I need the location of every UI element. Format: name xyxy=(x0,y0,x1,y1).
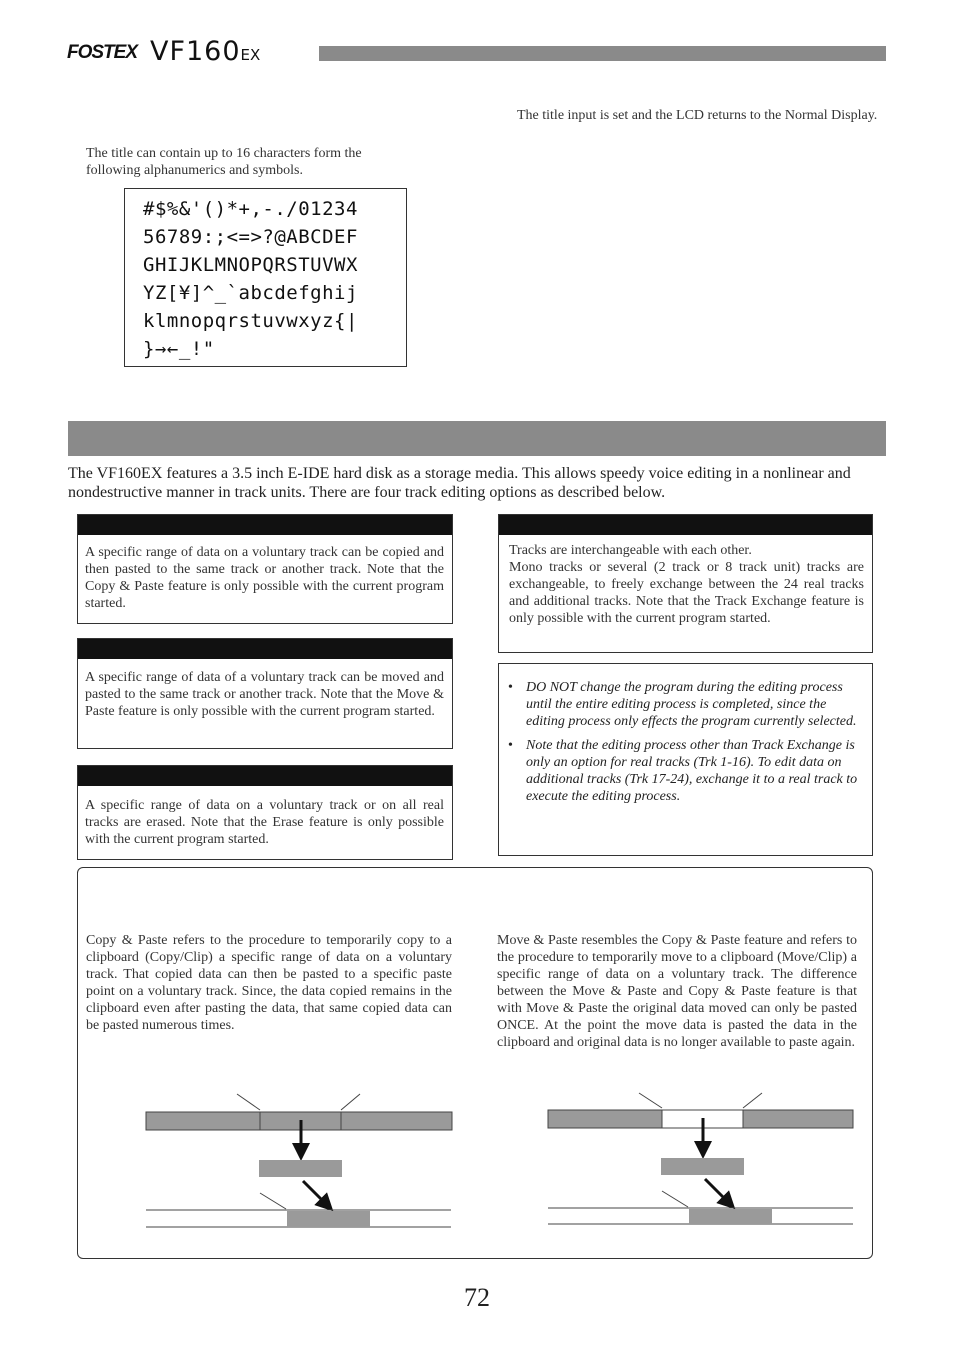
in-point-pointer xyxy=(237,1094,260,1110)
intro-paragraph: The VF160EX features a 3.5 inch E-IDE hard disk as a storage media. This allows speedy voice editing in a nonlinear and nondestructive manner in track units. There are four track editing options as described below. xyxy=(68,465,851,501)
copy-paste-explanation: Copy & Paste refers to the procedure to temporarily copy to a clipboard (Copy/Clip) a specific range of data on a voluntary track. That copied data can then be pasted to a specific paste point on a voluntary track. Since, the data copied remains in the clipboard even after pasting the data, that same copied data can be pasted numerous times. xyxy=(86,933,452,1033)
character-line: }→←_!" xyxy=(143,338,215,360)
character-line: YZ[¥]^_`abcdefghij xyxy=(143,282,358,304)
pasted-block xyxy=(287,1211,370,1227)
clipboard-block xyxy=(259,1160,342,1177)
clipboard-block xyxy=(661,1158,744,1175)
source-track xyxy=(146,1112,452,1130)
paste-arrow xyxy=(705,1179,729,1203)
paste-point-pointer xyxy=(662,1191,688,1207)
track-exchange-text: Tracks are interchangeable with each other. Mono tracks or several (2 track or 8 track unit) tracks are exchangeable, to freely exchange between the 24 real tracks and additional tracks. Note that the Track Exchange feature is only possible with the current program started. xyxy=(509,543,864,626)
erase-text: A specific range of data on a voluntary track or on all real tracks are erased. Note that the Erase feature is only possible with the current program started. xyxy=(85,798,444,847)
character-line: klmnopqrstuvwxyz{| xyxy=(143,310,358,332)
character-line: GHIJKLMNOPQRSTUVWX xyxy=(143,254,358,276)
paste-point-pointer xyxy=(260,1193,286,1209)
fostex-logo: FOSTEX xyxy=(67,42,138,63)
out-point-pointer xyxy=(743,1093,762,1108)
out-point-pointer xyxy=(341,1094,360,1110)
note-item: • Note that the editing process other than Track Exchange is only an option for real tracks (Trk 1-16). To edit data on additional tracks (Trk 17-24), exchange it to a real track to execute the editing process. xyxy=(526,737,860,805)
in-point-pointer xyxy=(639,1093,662,1108)
title-set-text: The title input is set and the LCD returns to the Normal Display. xyxy=(517,108,878,123)
page-number: 72 xyxy=(464,1283,490,1312)
copy-paste-diagram xyxy=(146,1094,452,1227)
character-line: #$%&'()*+,-./01234 xyxy=(143,198,358,220)
model-sub: EX xyxy=(240,46,261,64)
character-line: 56789:;<=>?@ABCDEF xyxy=(143,226,358,248)
model-main: VF160 xyxy=(150,36,241,67)
move-paste-explanation: Move & Paste resembles the Copy & Paste feature and refers to the procedure to temporarily move to a clipboard (Move/Clip) a specific range of data on a voluntary track. The difference between the Move & Paste and Copy & Paste feature is that with Move & Paste the original data moved can only be pasted ONCE. At the point the move data is pasted the data in the clipboard and original data is no longer available to paste again. xyxy=(497,933,857,1050)
paste-arrow xyxy=(303,1181,327,1205)
title-description: The title can contain up to 16 characters form the following alphanumerics and symbols. xyxy=(86,146,362,178)
copy-paste-text: A specific range of data on a voluntary track can be copied and then pasted to the same track or another track. Note that the Copy & Paste feature is only possible with the current program started. xyxy=(85,545,444,611)
note-item: • DO NOT change the program during the editing process until the entire editing process is completed, since the editing process only effects the program currently selected. xyxy=(526,679,860,730)
pasted-block xyxy=(689,1209,772,1224)
move-paste-text: A specific range of data of a voluntary track can be moved and pasted to the same track or another track. Note that the Move & Paste feature is only possible with the current program started. xyxy=(85,670,444,719)
move-paste-diagram xyxy=(548,1093,853,1224)
